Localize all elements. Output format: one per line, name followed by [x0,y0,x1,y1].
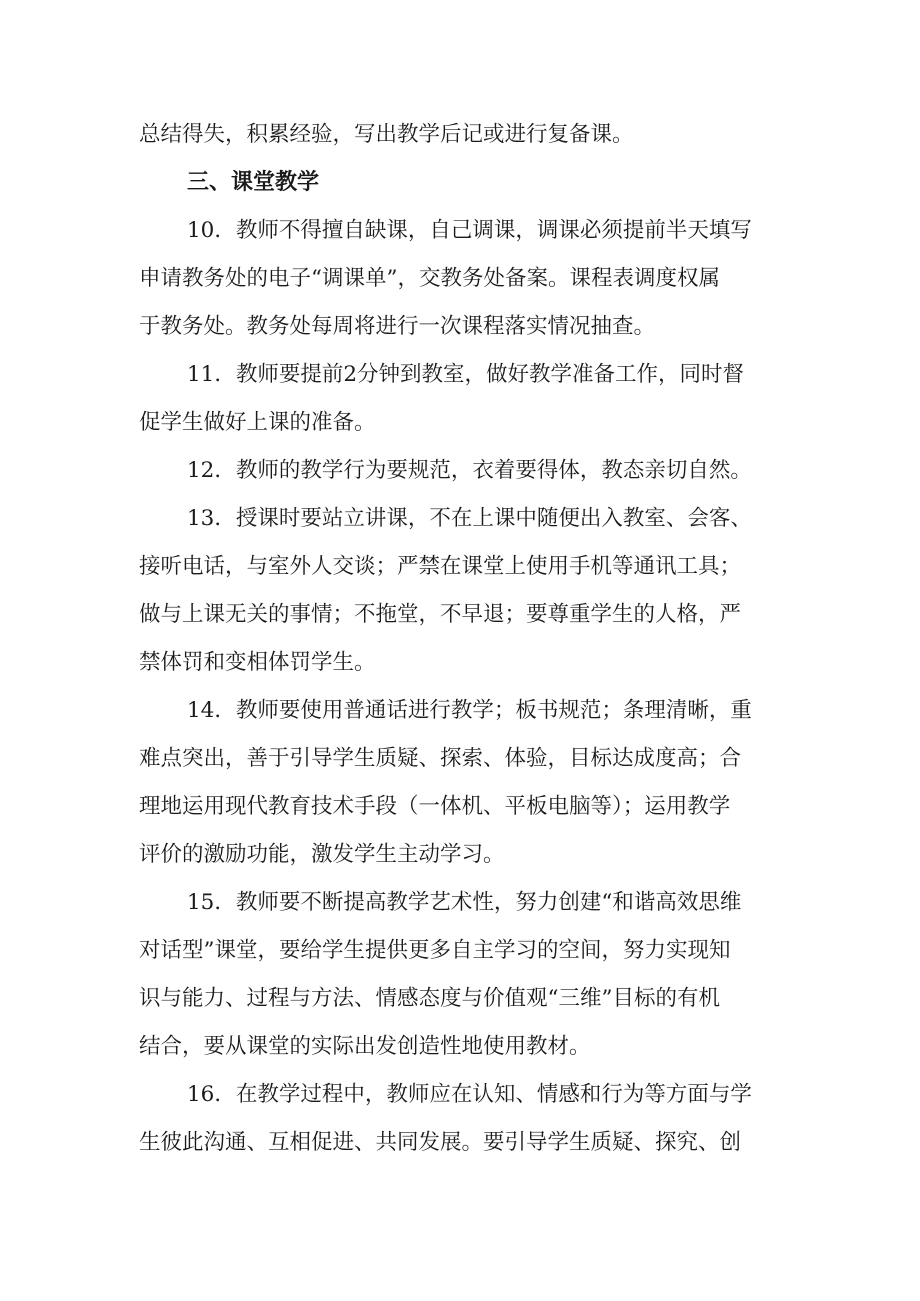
text-line: 生彼此沟通、互相促进、共同发展。要引导学生质疑、探究、创 [139,1130,742,1155]
text-line: 做与上课无关的事情；不拖堂，不早退；要尊重学生的人格，严 [139,602,742,627]
text-line: 总结得失，积累经验，写出教学后记或进行复备课。 [139,122,634,147]
text-line: 识与能力、过程与方法、情感态度与价值观“三维”目标的有机 [139,986,720,1011]
text-line: 申请教务处的电子“调课单”，交教务处备案。课程表调度权属 [139,266,720,291]
text-line: 于教务处。教务处每周将进行一次课程落实情况抽查。 [139,314,656,339]
text-line: 结合，要从课堂的实际出发创造性地使用教材。 [139,1034,591,1059]
text-line: 促学生做好上课的准备。 [139,410,376,435]
paragraph-start-line: 10．教师不得擅自缺课，自己调课，调课必须提前半天填写 [187,218,752,243]
paragraph-start-line: 11．教师要提前2分钟到教室，做好教学准备工作，同时督 [187,362,745,387]
paragraph-start-line: 12．教师的教学行为要规范，衣着要得体，教态亲切自然。 [187,458,752,483]
paragraph-start-line: 16．在教学过程中，教师应在认知、情感和行为等方面与学 [187,1082,752,1107]
document-body [139,111,799,1167]
text-line: 理地运用现代教育技术手段（一体机、平板电脑等）；运用教学 [139,794,731,819]
section-heading: 三、课堂教学 [187,170,320,195]
paragraph-start-line: 14．教师要使用普通话进行教学；板书规范；条理清晰，重 [187,698,752,723]
text-line: 难点突出，善于引导学生质疑、探索、体验，目标达成度高；合 [139,746,742,771]
text-line: 对话型”课堂，要给学生提供更多自主学习的空间，努力实现知 [139,938,731,963]
paragraph-start-line: 15．教师要不断提高教学艺术性，努力创建“和谐高效思维 [187,890,742,915]
text-line: 评价的激励功能，激发学生主动学习。 [139,842,505,867]
text-line: 接听电话，与室外人交谈；严禁在课堂上使用手机等通讯工具； [139,554,742,579]
paragraph-start-line: 13．授课时要站立讲课，不在上课中随便出入教室、会客、 [187,506,752,531]
text-line: 禁体罚和变相体罚学生。 [139,650,376,675]
